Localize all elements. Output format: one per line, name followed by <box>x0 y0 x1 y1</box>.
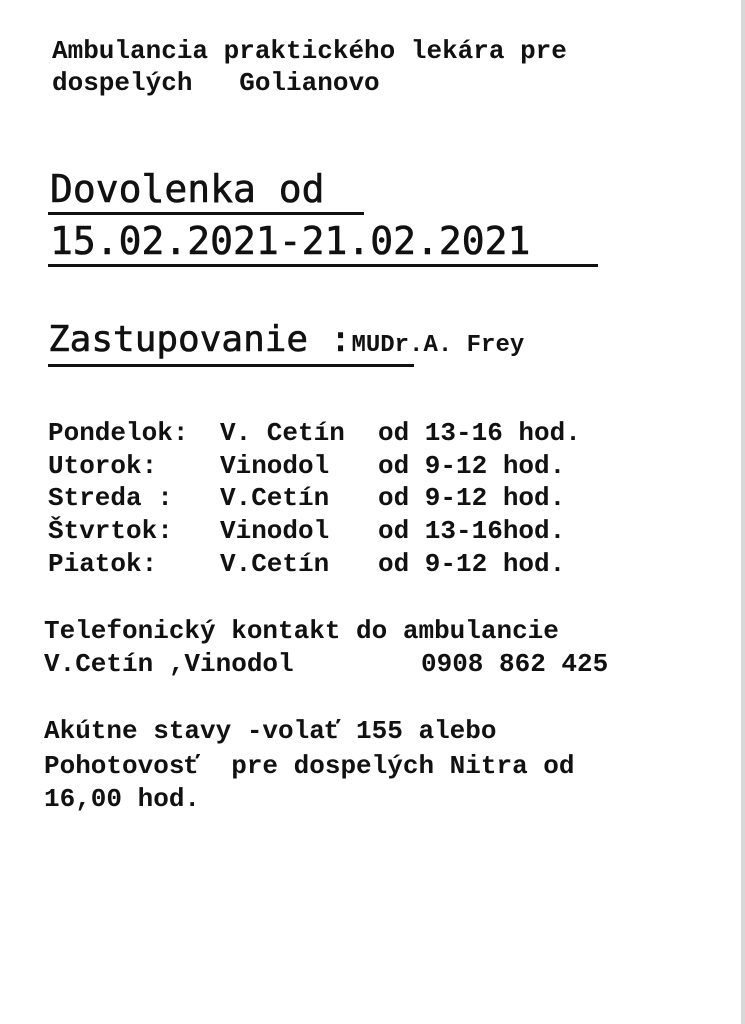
schedule-place: V.Cetín <box>220 483 330 513</box>
contact-heading: Telefonický kontakt do ambulancie <box>44 616 559 646</box>
contact-places-line <box>44 647 609 681</box>
clinic-name-line-2: dospelých Golianovo <box>52 68 380 98</box>
emergency-line-2: Pohotovosť pre dospelých Nitra od <box>44 751 575 781</box>
vacation-title: Dovolenka od <box>50 167 325 211</box>
substitution-underline <box>48 364 414 367</box>
vacation-title-underline <box>48 212 364 215</box>
schedule-day: Streda : <box>48 483 173 513</box>
vacation-dates-underline <box>48 264 598 267</box>
schedule-day: Pondelok: <box>48 418 189 448</box>
schedule-hours: od 9-12 hod. <box>378 483 566 513</box>
schedule-place: Vinodol <box>220 516 330 546</box>
emergency-line-3: 16,00 hod. <box>44 784 201 814</box>
scan-edge <box>741 0 745 1024</box>
substitute-doctor: MUDr.A. Frey <box>351 332 525 359</box>
schedule-row <box>48 547 566 581</box>
schedule-row <box>48 514 566 548</box>
contact-phone: 0908 862 425 <box>421 649 609 679</box>
contact-places: V.Cetín ,Vinodol <box>44 649 294 679</box>
schedule-hours: od 13-16 hod. <box>378 418 581 448</box>
schedule-hours: od 13-16hod. <box>378 516 566 546</box>
schedule-row <box>48 481 566 515</box>
emergency-line-1: Akútne stavy -volať 155 alebo <box>44 716 497 746</box>
schedule-place: V.Cetín <box>220 549 330 579</box>
substitution-label: Zastupovanie : <box>48 319 352 360</box>
schedule-row <box>48 416 581 450</box>
schedule-hours: od 9-12 hod. <box>378 549 566 579</box>
schedule-day: Utorok: <box>48 451 158 481</box>
schedule-row <box>48 449 566 483</box>
clinic-name-line-1: Ambulancia praktického lekára pre <box>52 36 567 66</box>
substitution-line <box>48 318 524 368</box>
schedule-day: Piatok: <box>48 549 158 579</box>
schedule-place: Vinodol <box>220 451 330 481</box>
schedule-day: Štvrtok: <box>48 516 173 546</box>
schedule-place: V. Cetín <box>220 418 345 448</box>
vacation-dates: 15.02.2021-21.02.2021 <box>50 219 531 263</box>
schedule-hours: od 9-12 hod. <box>378 451 566 481</box>
